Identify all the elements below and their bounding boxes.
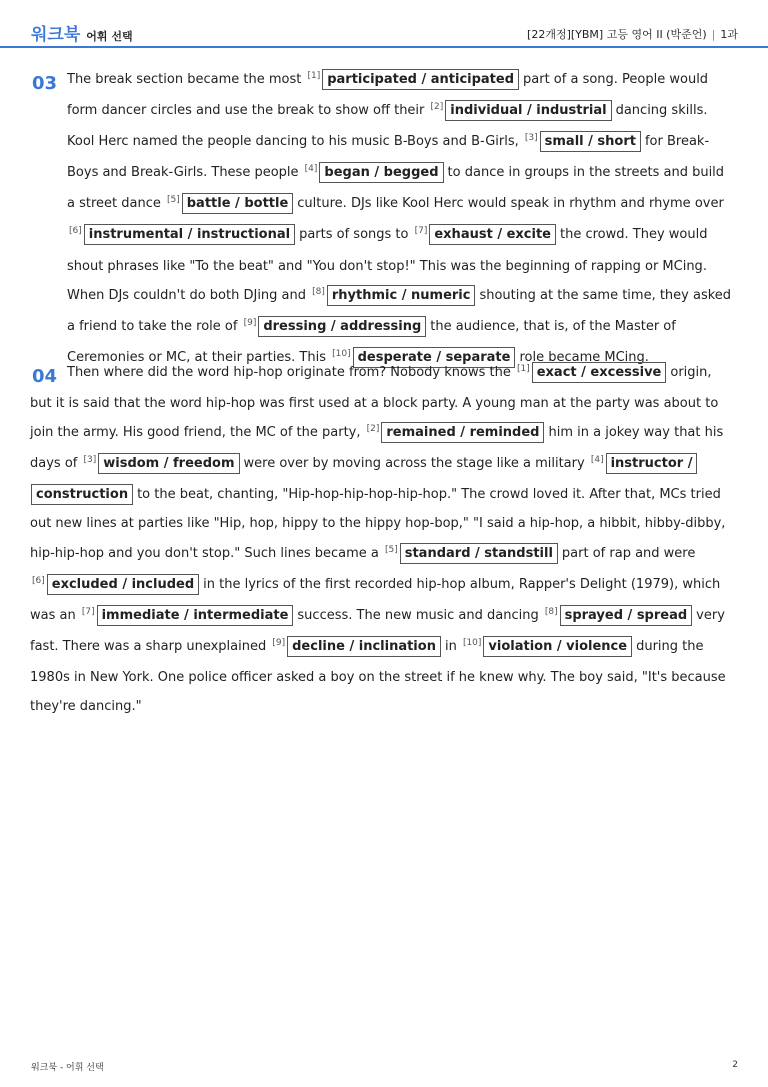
blank-marker: [8] [544,606,558,617]
passage-text: parts of songs to [299,227,413,243]
passage-text: for Break-Boys and Break-Girls. These people [67,134,710,181]
blank-marker: [9] [272,637,286,648]
passage-text: role became MCing. [519,349,649,365]
blank-marker: [7] [414,226,428,237]
section-paragraph [30,358,734,721]
passage-text: the crowd. They would shout phrases like "To the beat" and "You don't stop!" This was the beginning of rapping or MCing. When DJs couldn't do both DJing and [67,227,708,303]
section-03 [30,65,742,374]
page-header [0,0,768,48]
lesson-label: 1과 [720,28,738,41]
brand-subtitle: 어휘 선택 [86,30,133,43]
blank-marker: [6] [69,226,82,237]
word-choice-box[interactable]: exhaust / excite [429,224,556,245]
blank-marker: [5] [384,544,398,555]
blank-marker: [10] [462,637,482,648]
passage-text: during the 1980s in New York. One police officer asked a boy on the street if he knew why. The boy said, "It's because they're dancing." [30,638,726,715]
course-title: [22개정][YBM] 고등 영어 II (박준언) [527,28,707,41]
passage-text: origin, but it is said that the word hip-hop was first used at a block party. A young man at the party was about to join the army. His good friend, the MC of the party, [30,365,719,441]
blank-marker: [1] [516,364,530,374]
word-choice-box[interactable]: wisdom / freedom [98,453,239,474]
passage-text: were over by moving across the stage like a military [243,456,589,472]
passage-text: The break section became the most [67,72,306,87]
passage-text: success. The new music and dancing [297,607,543,623]
word-choice-box[interactable]: remained / reminded [381,422,544,443]
passage-text: part of a song. People would form dancer circles and use the break to show off their [67,72,709,119]
passage-text: in [444,638,461,654]
blank-marker: [5] [167,195,180,206]
passage-text: to dance in groups in the streets and build a street dance [67,165,725,212]
passage-text: him in a jokey way that his days of [30,425,724,472]
blank-marker: [3] [524,133,538,144]
word-choice-box[interactable]: decline / inclination [287,636,441,657]
blank-marker: [7] [81,606,95,617]
section-number: 03 [32,73,58,94]
word-choice-box[interactable]: rhythmic / numeric [327,285,476,306]
blank-marker: [1] [307,71,321,81]
word-choice-box[interactable]: instructor / construction [31,453,697,505]
word-choice-box[interactable]: violation / violence [483,636,632,657]
brand [31,20,133,45]
passage-text: shouting at the same time, they asked a friend to take the role of [67,287,732,334]
blank-marker: [4] [590,455,604,466]
blank-marker: [2] [366,424,380,435]
section-paragraph [67,65,735,374]
section-number: 04 [32,366,58,387]
passage-text: part of rap and were [561,545,696,561]
word-choice-box[interactable]: participated / anticipated [322,69,519,90]
passage-text: dancing skills. Kool Herc named the people dancing to his music B-Boys and B-Girls, [67,103,708,150]
blank-marker: [6] [32,575,45,586]
word-choice-box[interactable]: excluded / included [47,574,199,595]
course-info [527,26,738,42]
blank-marker: [9] [243,317,257,328]
passage-text: culture. DJs like Kool Herc would speak in rhythm and rhyme over [297,196,724,212]
word-choice-box[interactable]: desperate / separate [353,347,516,368]
passage-text: the audience, that is, of the Master of Ceremonies or MC, at their parties. This [67,318,676,365]
blank-marker: [2] [430,102,444,113]
passage-text: in the lyrics of the first recorded hip-hop album, Rapper's Delight (1979), which was an [30,576,721,623]
word-choice-box[interactable]: dressing / addressing [258,316,426,337]
blank-marker: [3] [83,455,97,466]
word-choice-box[interactable]: small / short [540,131,641,152]
course-separator: | [711,28,716,41]
word-choice-box[interactable]: exact / excessive [532,362,667,383]
word-choice-box[interactable]: sprayed / spread [560,605,693,626]
word-choice-box[interactable]: battle / bottle [182,193,294,214]
blank-marker: [4] [304,164,318,175]
page-number: 2 [732,1060,738,1070]
passage-text: to the beat, chanting, "Hip-hop-hip-hop-hip-hop." The crowd loved it. After that, MCs tried out new lines at parties like "Hip, hop, hippy to the hippy hop-bop," "I said a hip-hop, a hibbit, hibby-dibby, hip-hip-hop and you don't stop." Such lines became a [30,487,726,561]
word-choice-box[interactable]: standard / standstill [400,543,558,564]
word-choice-box[interactable]: immediate / intermediate [97,605,294,626]
footer-label: 워크북 - 어휘 선택 [31,1063,104,1073]
section-04 [30,358,742,721]
blank-marker: [10] [332,348,351,359]
passage-text: Then where did the word hip-hop originate from? Nobody knows the [67,365,515,380]
word-choice-box[interactable]: instrumental / instructional [84,224,295,245]
passage-text: very fast. There was a sharp unexplained [30,607,725,654]
blank-marker: [8] [312,286,325,297]
word-choice-box[interactable]: began / begged [319,162,443,183]
word-choice-box[interactable]: individual / industrial [445,100,611,121]
brand-title: 워크북 [31,25,81,45]
